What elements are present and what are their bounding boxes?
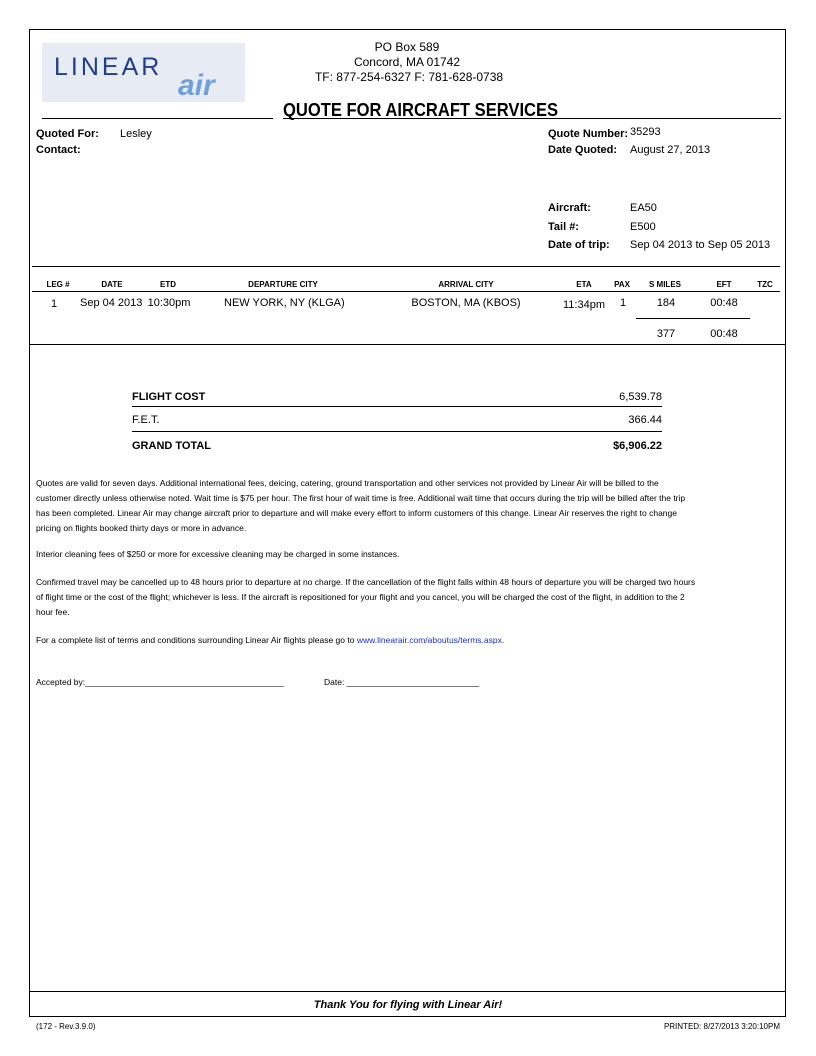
logo-wordmark: LINEAR bbox=[54, 53, 163, 81]
col-header-s-miles: S MILES bbox=[648, 280, 681, 289]
cell-eta: 11:34pm bbox=[563, 299, 605, 311]
terms-paragraph-4 bbox=[36, 633, 696, 648]
revision-label: (172 - Rev.3.9.0) bbox=[36, 1022, 96, 1031]
phone-line: TF: 877-254-6327 F: 781-628-0738 bbox=[314, 70, 504, 84]
date-signature-line: Date: ____________________________ bbox=[324, 677, 480, 687]
page-title: QUOTE FOR AIRCRAFT SERVICES bbox=[283, 100, 559, 120]
header-rule bbox=[42, 118, 273, 119]
logo-wordmark-sub: air bbox=[178, 69, 215, 102]
col-header-arrival: ARRIVAL CITY bbox=[438, 280, 494, 289]
cell-eft: 00:48 bbox=[710, 297, 738, 309]
col-header-tzc: TZC bbox=[757, 280, 773, 289]
col-header-etd: ETD bbox=[160, 280, 176, 289]
cell-arrival: BOSTON, MA (KBOS) bbox=[411, 297, 521, 309]
cost-rule bbox=[132, 406, 662, 407]
terms-link[interactable]: www.linearair.com/aboutus/terms.aspx bbox=[356, 635, 502, 645]
cell-date: Sep 04 2013 bbox=[80, 297, 143, 309]
quote-number-label: Quote Number: bbox=[548, 128, 629, 140]
cell-leg: 1 bbox=[50, 298, 58, 310]
totals-rule bbox=[636, 318, 750, 319]
grand-total-value: $6,906.22 bbox=[613, 440, 662, 452]
col-header-pax: PAX bbox=[614, 280, 630, 289]
total-eft: 00:48 bbox=[710, 328, 738, 340]
address-line-1: PO Box 589 bbox=[374, 40, 440, 54]
col-header-date: DATE bbox=[101, 280, 123, 289]
col-header-eft: EFT bbox=[716, 280, 732, 289]
terms-link-prefix: For a complete list of terms and conditions surrounding Linear Air flights please go to bbox=[36, 635, 357, 645]
grand-total-label: GRAND TOTAL bbox=[132, 440, 212, 452]
cell-departure: NEW YORK, NY (KLGA) bbox=[224, 297, 345, 309]
contact-label: Contact: bbox=[36, 144, 81, 156]
col-header-leg: LEG # bbox=[46, 280, 70, 289]
printed-timestamp: PRINTED: 8/27/2013 3:20:10PM bbox=[663, 1022, 780, 1031]
tail-label: Tail #: bbox=[548, 221, 579, 233]
cell-pax: 1 bbox=[619, 297, 627, 309]
cell-s-miles: 184 bbox=[656, 297, 676, 309]
cost-rule bbox=[132, 431, 662, 432]
accepted-by-line: Accepted by:__________________________________________ bbox=[36, 677, 284, 687]
flight-cost-value: 6,539.78 bbox=[619, 391, 662, 403]
aircraft-label: Aircraft: bbox=[548, 202, 591, 214]
quote-number-value: 35293 bbox=[630, 126, 661, 138]
table-top-rule bbox=[32, 266, 780, 267]
col-header-departure: DEPARTURE CITY bbox=[248, 280, 318, 289]
terms-paragraph-1: Quotes are valid for seven days. Additional international fees, deicing, catering, ground transportation and other services not provided by Linear Air will be billed to the customer directly unless otherwise noted. Wait time is $75 per hour. The first hour of wait time is free. Additional wait time that occurs during the trip will be billed after the trip has been completed. Linear Air may change aircraft prior to departure and will make every effort to inform customers of this change. Linear Air reserves the right to change pricing on flights booked thirty days or more in advance. bbox=[36, 478, 686, 533]
section-divider bbox=[29, 344, 786, 345]
fet-label: F.E.T. bbox=[132, 414, 160, 426]
address-line-2: Concord, MA 01742 bbox=[353, 55, 461, 69]
flight-cost-label: FLIGHT COST bbox=[132, 391, 206, 403]
footer-divider bbox=[29, 991, 786, 992]
title-rule bbox=[283, 118, 781, 119]
total-s-miles: 377 bbox=[656, 328, 676, 340]
col-header-eta: ETA bbox=[576, 280, 592, 289]
tail-value: E500 bbox=[630, 221, 656, 233]
quoted-for-value: Lesley bbox=[120, 128, 152, 140]
terms-paragraph-3: Confirmed travel may be cancelled up to 48 hours prior to departure at no charge. If the cancellation of the flight falls within 48 hours of departure you will be charged two hours of flight time or the cost of the flight; whichever is less. If the aircraft is repositioned for your flight and you cancel, you will be charged the cost of the flight, in addition to the 2 hour fee. bbox=[36, 577, 696, 617]
terms-paragraph-2: Interior cleaning fees of $250 or more for excessive cleaning may be charged in some instances. bbox=[36, 549, 400, 559]
aircraft-value: EA50 bbox=[630, 202, 657, 214]
date-quoted-value: August 27, 2013 bbox=[630, 144, 711, 156]
quoted-for-label: Quoted For: bbox=[36, 128, 99, 140]
table-header-rule bbox=[32, 291, 780, 292]
trip-date-label: Date of trip: bbox=[548, 239, 610, 251]
company-logo bbox=[42, 43, 245, 102]
date-quoted-label: Date Quoted: bbox=[548, 144, 618, 156]
thank-you-message: Thank You for flying with Linear Air! bbox=[313, 999, 503, 1011]
terms-link-suffix: . bbox=[501, 635, 505, 645]
trip-date-value: Sep 04 2013 to Sep 05 2013 bbox=[630, 239, 771, 251]
cell-etd: 10:30pm bbox=[147, 297, 191, 309]
fet-value: 366.44 bbox=[628, 414, 662, 426]
